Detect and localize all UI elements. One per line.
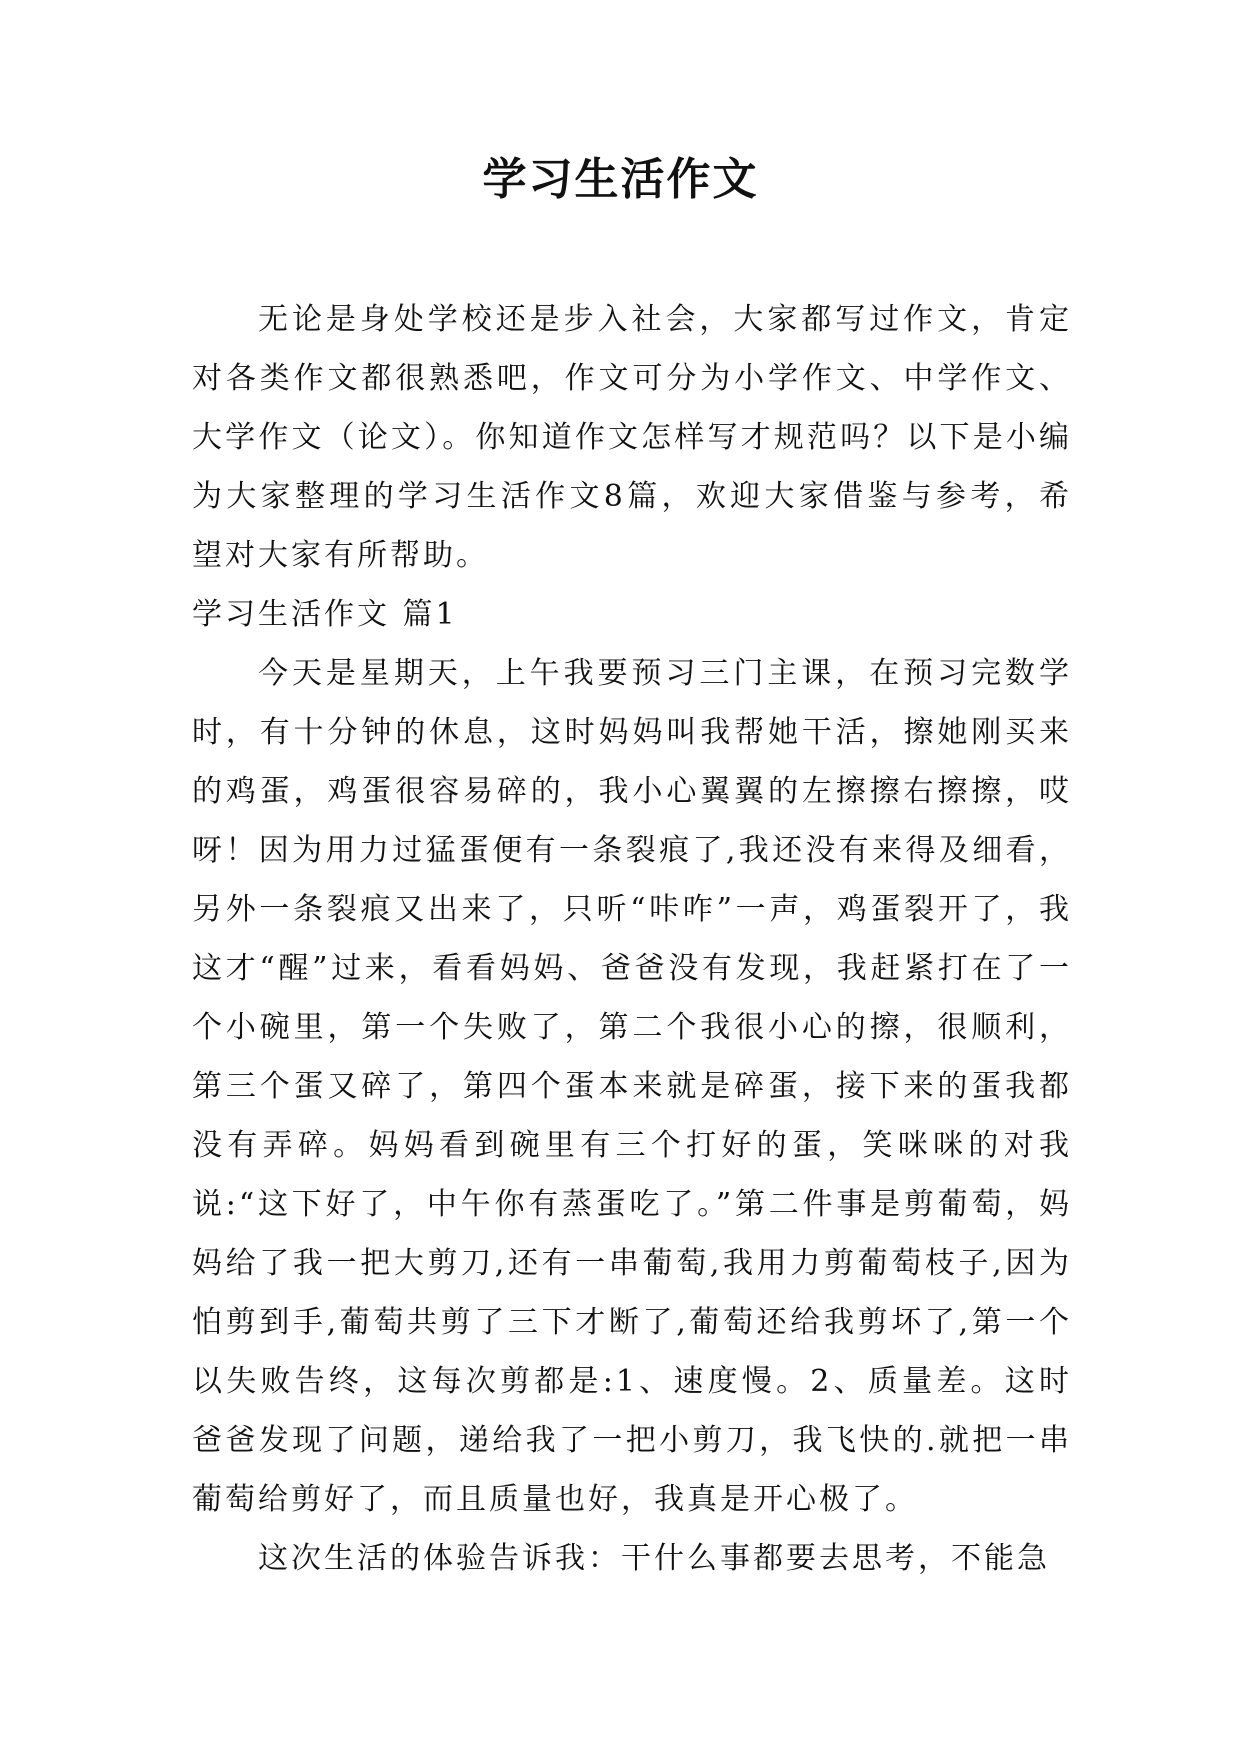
section-1 — [192, 585, 1072, 1588]
section-heading: 学习生活作文 篇1 — [192, 597, 458, 632]
section-paragraph: 今天是星期天，上午我要预习三门主课，在预习完数学时，有十分钟的休息，这时妈妈叫我帮她干活，擦她刚买来的鸡蛋，鸡蛋很容易碎的，我小心翼翼的左擦擦右擦擦，哎呀！因为用力过猛蛋便有一条裂痕了,我还没有来得及细看，另外一条裂痕又出来了，只听“咔咋”一声，鸡蛋裂开了，我这才“醒”过来，看看妈妈、爸爸没有发现，我赶紧打在了一个小碗里，第一个失败了，第二个我很小心的擦，很顺利，第三个蛋又碎了，第四个蛋本来就是碎蛋，接下来的蛋我都没有弄碎。妈妈看到碗里有三个打好的蛋，笑咪咪的对我说:“这下好了，中午你有蒸蛋吃了。”第二件事是剪葡萄，妈妈给了我一把大剪刀,还有一串葡萄,我用力剪葡萄枝子,因为怕剪到手,葡萄共剪了三下才断了,葡萄还给我剪坏了,第一个以失败告终，这每次剪都是:1、速度慢。2、质量差。这时爸爸发现了问题，递给我了一把小剪刀，我飞快的.就把一串葡萄给剪好了，而且质量也好，我真是开心极了。 — [192, 656, 1072, 1517]
document-title: 学习生活作文 — [482, 154, 759, 205]
section-paragraph: 这次生活的体验告诉我：干什么事都要去思考，不能急 — [258, 1541, 1050, 1576]
document-body — [192, 290, 1072, 1588]
intro-paragraph: 无论是身处学校还是步入社会，大家都写过作文，肯定对各类作文都很熟悉吧，作文可分为小学作文、中学作文、大学作文（论文）。你知道作文怎样写才规范吗？以下是小编为大家整理的学习生活作文8篇，欢迎大家借鉴与参考，希望对大家有所帮助。 — [192, 302, 1072, 573]
